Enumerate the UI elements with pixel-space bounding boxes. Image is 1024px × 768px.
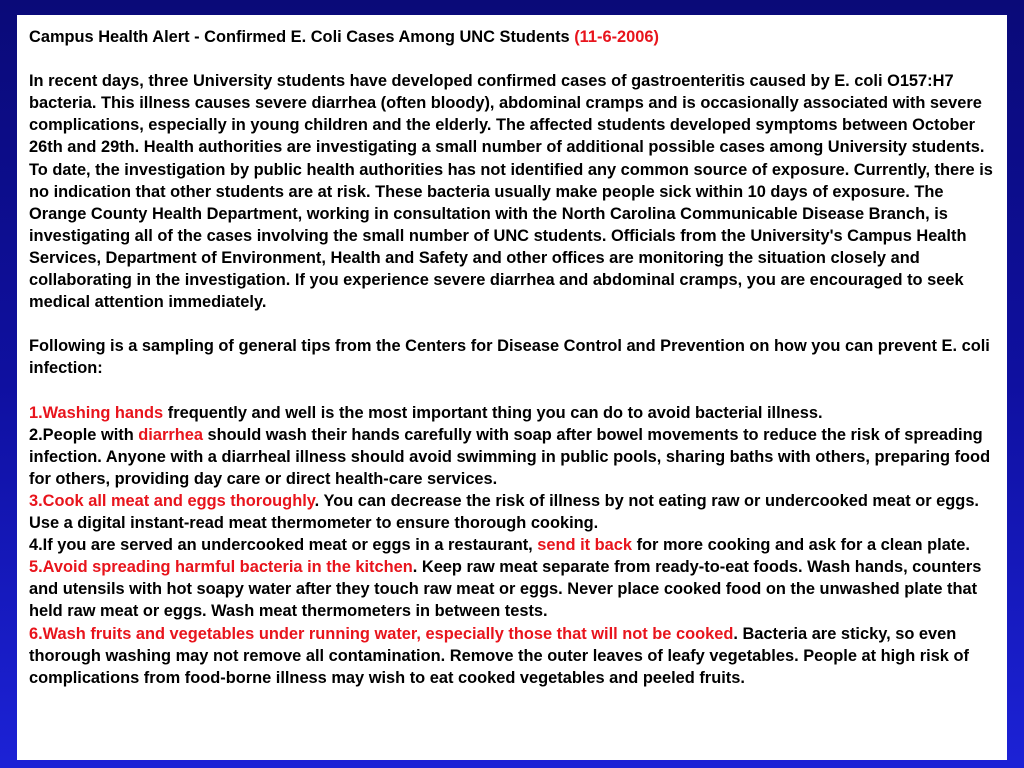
tip-4 bbox=[29, 534, 995, 556]
page-title bbox=[29, 26, 995, 48]
tip-4-text: for more cooking and ask for a clean plate. bbox=[632, 536, 970, 555]
document-text bbox=[29, 26, 995, 689]
tip-3-text: . You can decrease the risk of illness by not eating raw or undercooked meat or eggs. Use a digital instant-read meat thermometer to ensure thorough cooking. bbox=[29, 491, 979, 533]
tip-4-prefix: 4.If you are served an undercooked meat or eggs in a restaurant, bbox=[29, 536, 538, 555]
tip-6-highlight: 6.Wash fruits and vegetables under running water, especially those that will not be cooked bbox=[29, 624, 734, 643]
tip-2-text: should wash their hands carefully with soap after bowel movements to reduce the risk of spreading infection. Anyone with a diarrheal illness should avoid swimming in public pools, sharing baths with others, preparing food for others, providing day care or direct health-care services. bbox=[29, 425, 991, 488]
tip-2 bbox=[29, 424, 995, 490]
intro-paragraph: In recent days, three University students have developed confirmed cases of gastroenteritis caused by E. coli O157:H7 bacteria. This illness causes severe diarrhea (often bloody), abdominal cramps and is occasionally associated with severe complications, especially in young children and the elderly. The affected students developed symptoms between October 26th and 29th. Health authorities are investigating a small number of additional possible cases among University students. To date, the investigation by public health authorities has not identified any common source of exposure. Currently, there is no indication that other students are at risk. These bacteria usually make people sick within 10 days of exposure. The Orange County Health Department, working in consultation with the North Carolina Communicable Disease Branch, is investigating all of the cases involving the small number of UNC students. Officials from the University's Campus Health Services, Department of Environment, Health and Safety and other offices are monitoring the situation closely and collaborating in the investigation. If you experience severe diarrhea and abdominal cramps, you are encouraged to seek medical attention immediately. bbox=[29, 72, 993, 312]
title-date: (11-6-2006) bbox=[574, 28, 659, 46]
tip-5 bbox=[29, 556, 995, 622]
content-panel bbox=[17, 15, 1007, 760]
title-text: Campus Health Alert - Confirmed E. Coli Cases Among UNC Students bbox=[29, 28, 570, 46]
tip-3 bbox=[29, 490, 995, 534]
tip-6-text: . Bacteria are sticky, so even thorough washing may not remove all contamination. Remove the outer leaves of leafy vegetables. People at high risk of complications from food-borne illness may wish to eat cooked vegetables and peeled fruits. bbox=[29, 624, 969, 687]
tip-2-prefix: 2.People with bbox=[29, 425, 139, 444]
tip-1-text: frequently and well is the most important thing you can do to avoid bacterial illness. bbox=[163, 403, 823, 422]
tip-5-highlight: 5.Avoid spreading harmful bacteria in the kitchen bbox=[29, 558, 413, 577]
tip-6 bbox=[29, 623, 995, 689]
tip-1 bbox=[29, 402, 995, 424]
tip-3-highlight: 3.Cook all meat and eggs thoroughly bbox=[29, 491, 315, 510]
tips-intro-paragraph: Following is a sampling of general tips from the Centers for Disease Control and Prevention on how you can prevent E. coli infection: bbox=[29, 337, 990, 378]
tip-5-text: . Keep raw meat separate from ready-to-eat foods. Wash hands, counters and utensils with hot soapy water after they touch raw meat or eggs. Never place cooked food on the unwashed plate that held raw meat or eggs. Wash meat thermometers in between tests. bbox=[29, 558, 982, 621]
tip-1-highlight: 1.Washing hands bbox=[29, 403, 164, 422]
tip-2-highlight: diarrhea bbox=[138, 425, 203, 444]
tip-4-highlight: send it back bbox=[537, 536, 633, 555]
